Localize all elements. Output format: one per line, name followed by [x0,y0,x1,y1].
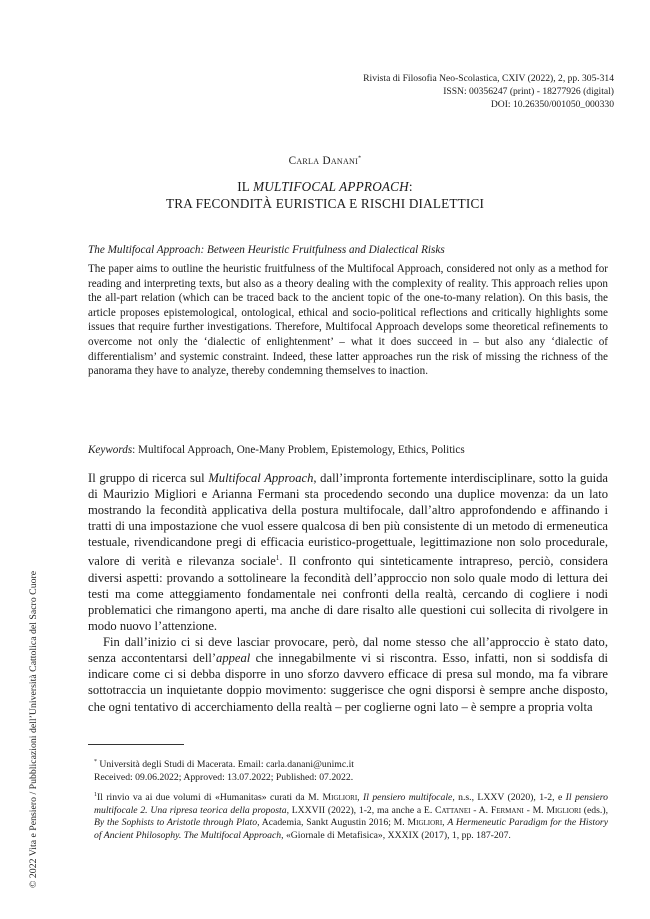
author-footnote-marker: * [358,155,362,162]
footnote-author: * Università degli Studi di Macerata. Email: carla.danani@unimc.it Received: 09.06.2022; Approved: 13.07.2022; Published: 07.2022. [94,759,354,783]
footnote-1: $^1$Il rinvio va ai due volumi di «Humanitas» curati da M. Migliori, Il pensiero multifocale, n.s., LXXV (2020), 1-2, e Il pensiero multifocale 2. Una ripresa teorica della proposta, LXXVII (2022), 1-2, ma anche a E. Cattanei - A. Fermani - M. Migliori (eds.), By the Sophists to Aristotle through Plato, Academia, Sankt Augustin 2016; M. Migliori, A Hermeneutic Paradigm for the History of Ancient Philosophy. The Multifocal Approach, «Giornale di Metafisica», XXXIX (2017), 1, pp. 187-207. [94,792,609,841]
journal-doi: DOI: 10.26350/001050_000330 [490,99,614,110]
body-paragraph-2: Fin dall’inizio ci si deve lasciar provocare, però, dal nome stesso che all’approccio è stato dato, senza accontentarsi dell’appeal che innegabilmente vi si riscontra. Esso, infatti, non si soddisfa di indicare come ci si debba disporre in uno sforzo davvero efficace di presa sul mondo, ma fa vibrare sottotraccia un inquietante doppio movimento: suggerisce che ogni disporsi è sempre anche disposto, che ogni tentativo di accerchiamento della realtà – per coglierne ogni lato – è sempre a propria volta [88,635,608,714]
abstract-text: The paper aims to outline the heuristic fruitfulness of the Multifocal Approach, considered not only as a method for reading and interpreting texts, but also as a theory dealing with the complexity of reality. This approach relies upon the all-part relation (which can be traced back to the ancient topic of the one-to-many relation). On this basis, the article proposes epistemological, ontological, ethical and socio-political reflections and critically highlights some issues that require further investigations. Therefore, Multifocal Approach develops some theoretical refinements to overcome not only the ‘dialectic of enlightenment’ – what it does succeed in – but also any ‘dialectic of differentialism’ and systemic constraint. Indeed, these latter approaches run the risk of missing the richness of the panorama they have to analyze, thereby condemning themselves to inaction. [88,263,608,378]
footnote-divider [88,744,184,745]
author-name: Carla Danani* [288,155,362,167]
english-title: The Multifocal Approach: Between Heuristic Fruitfulness and Dialectical Risks [88,244,445,256]
journal-issn: ISSN: 00356247 (print) - 18277926 (digital) [443,86,614,97]
body-text [88,470,608,715]
keywords [88,443,608,458]
title-line-2: TRA FECONDITÀ EURISTICA E RISCHI DIALETTICI [165,196,485,211]
keywords-list: : Multifocal Approach, One-Many Problem, Epistemology, Ethics, Politics [132,444,465,456]
body-paragraph-1: Il gruppo di ricerca sul Multifocal Approach, dall’impronta fortemente interdisciplinare, sotto la guida di Maurizio Migliori e Arianna Fermani sta procedendo secondo una duplice movenza: da un lato mostrando la fecondità applicativa della postura multifocale, dall’altro approfondendo e affinando i tratti di una impostazione che vuol essere qualcosa di ben più consistente di un metodo di ermeneutica testuale, rivendicandone pregi di efficacia euristico-progettuale, legittimazione non solo procedurale, valore di verità e rilevanza sociale$^1$. Il confronto qui sinteticamente intrapreso, perciò, considera diversi aspetti: provando a sottolineare la fecondità dell’approccio non solo quale modo di lettura dei testi ma come atteggiamento fondamentale nei confronti della realtà, cercando di cogliere i nodi problematici che rimangono aperti, ma anche di dare risalto alle questioni cui sollecita di rivolgere in modo nuovo l’attenzione. [88,471,608,634]
footnote-ref-1: 1 [275,554,280,563]
copyright-sidebar: © 2022 Vita e Pensiero / Pubblicazioni dell’Università Cattolica del Sacro Cuore [28,570,39,888]
keywords-label: Keywords [88,444,133,456]
article-title [0,178,650,212]
journal-header [194,72,614,111]
title-line-1: IL MULTIFOCAL APPROACH: [237,179,413,194]
journal-citation: Rivista di Filosofia Neo-Scolastica, CXIV (2022), 2, pp. 305-314 [363,73,614,84]
footnotes [88,756,608,847]
